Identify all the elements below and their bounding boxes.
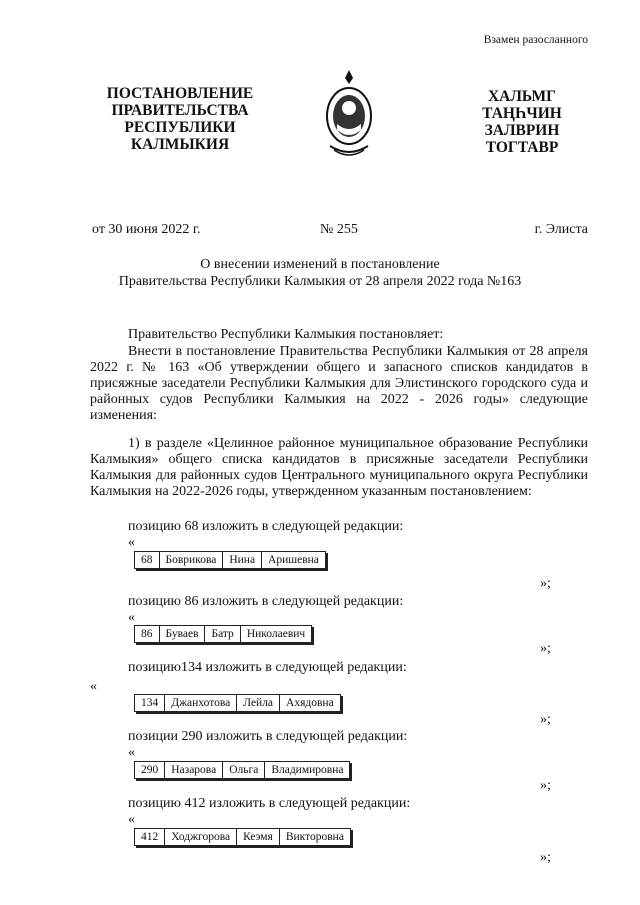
header-kalmyk-line: ТОГТАВР <box>485 139 559 156</box>
header-kalmyk-line: ТАҢҺЧИН <box>482 105 562 122</box>
table-row <box>135 762 350 779</box>
header-kalmyk-line: ХАЛЬМГ <box>487 88 557 105</box>
header-russian-line: РЕСПУБЛИКИ <box>124 119 236 136</box>
header-kalmyk <box>462 88 582 156</box>
document-number: № 255 <box>320 222 358 237</box>
table-row <box>135 552 326 569</box>
record-position: 412 <box>135 829 165 846</box>
item-label: позицию 412 изложить в следующей редакции: <box>128 796 411 811</box>
record-table <box>134 694 341 712</box>
close-quote: »; <box>540 712 551 727</box>
document-title <box>60 256 580 290</box>
paragraph-text: Внести в постановление Правительства Республики Калмыкия от 28 апреля 2022 г. № 163 «Об утверждении общего и запасного списков кандидатов в присяжные заседатели Республики Калмыкия для Элистинского городского суда и районных судов Республики Калмыкия на 2022 - 2026 годы» следующие изменения: <box>90 344 588 423</box>
close-quote: »; <box>540 576 551 591</box>
record-position: 290 <box>135 762 165 779</box>
record-patronymic: Ахядовна <box>280 695 341 712</box>
record-surname: Буваев <box>159 626 205 643</box>
open-quote: « <box>128 812 135 827</box>
open-quote: « <box>90 679 97 694</box>
header-russian-line: ПРАВИТЕЛЬСТВА <box>111 102 249 119</box>
record-position: 134 <box>135 695 165 712</box>
close-quote: »; <box>540 641 551 656</box>
open-quote: « <box>128 610 135 625</box>
paragraph-text: 1) в разделе «Целинное районное муниципальное образование Республики Калмыкия» общего списка кандидатов в присяжные заседатели Республики Калмыкия для районных судов Центрального муниципального округа Республики Калмыкия на 2022-2026 годы, утвержденном указанным постановлением: <box>90 436 588 499</box>
record-surname: Ходжгорова <box>165 829 237 846</box>
record-patronymic: Аришевна <box>262 552 326 569</box>
record-name: Ольга <box>223 762 265 779</box>
record-surname: Назарова <box>165 762 223 779</box>
header-russian-line: ПОСТАНОВЛЕНИЕ <box>106 85 254 102</box>
record-table <box>134 828 351 846</box>
record-name: Кеэмя <box>237 829 280 846</box>
record-surname: Боврикова <box>159 552 223 569</box>
record-surname: Джанхотова <box>165 695 237 712</box>
record-patronymic: Викторовна <box>279 829 350 846</box>
table-row <box>135 829 351 846</box>
coat-of-arms-emblem <box>322 68 376 160</box>
record-name: Лейла <box>237 695 280 712</box>
record-patronymic: Николаевич <box>240 626 311 643</box>
document-date: от 30 июня 2022 г. <box>92 222 201 237</box>
table-row <box>135 626 312 643</box>
paragraph-text: Правительство Республики Калмыкия постановляет: <box>128 327 444 342</box>
header-kalmyk-line: ЗАЛВРИН <box>484 122 560 139</box>
item-label: позицию134 изложить в следующей редакции: <box>128 660 407 675</box>
item-label: позицию 68 изложить в следующей редакции: <box>128 519 404 534</box>
record-table <box>134 625 312 643</box>
title-line: Правительства Республики Калмыкия от 28 апреля 2022 года №163 <box>118 274 522 289</box>
paragraph-intro <box>90 327 588 343</box>
paragraph-amendment <box>90 344 588 424</box>
item-label: позицию 86 изложить в следующей редакции: <box>128 594 404 609</box>
paragraph-section <box>90 436 588 500</box>
table-row <box>135 695 341 712</box>
close-quote: »; <box>540 778 551 793</box>
document-city: г. Элиста <box>534 222 588 237</box>
header-russian-line: КАЛМЫКИЯ <box>130 136 230 153</box>
record-name: Нина <box>223 552 262 569</box>
record-patronymic: Владимировна <box>265 762 350 779</box>
record-table <box>134 761 350 779</box>
replacement-stamp: Взамен разосланного <box>483 34 588 46</box>
record-position: 86 <box>135 626 160 643</box>
close-quote: »; <box>540 850 551 865</box>
title-line: О внесении изменений в постановление <box>200 257 440 272</box>
item-label: позиции 290 изложить в следующей редакции: <box>128 729 408 744</box>
record-position: 68 <box>135 552 160 569</box>
record-table <box>134 551 326 569</box>
header-russian <box>104 85 256 153</box>
open-quote: « <box>128 535 135 550</box>
record-name: Батр <box>205 626 240 643</box>
open-quote: « <box>128 745 135 760</box>
